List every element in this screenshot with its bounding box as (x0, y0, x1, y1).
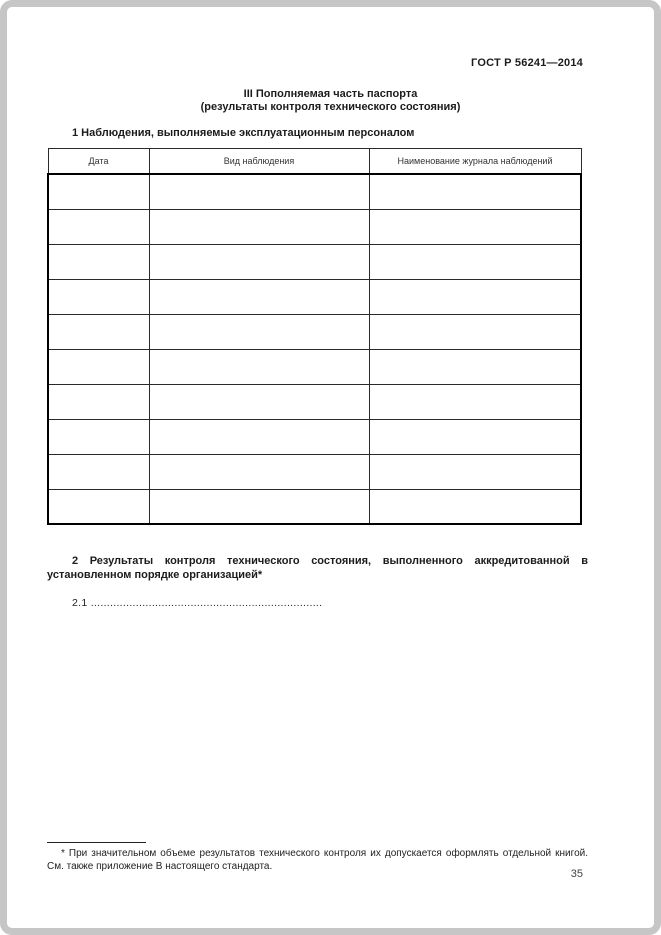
table-empty-cell (48, 419, 149, 454)
table-empty-cell (369, 209, 581, 244)
table-empty-cell (48, 209, 149, 244)
table-empty-cell (48, 349, 149, 384)
table-empty-cell (149, 244, 369, 279)
table-empty-cell (48, 174, 149, 209)
table-empty-row (48, 174, 581, 209)
table-empty-cell (369, 349, 581, 384)
table-empty-row (48, 419, 581, 454)
table-empty-cell (149, 349, 369, 384)
table-empty-cell (149, 384, 369, 419)
table-empty-cell (369, 314, 581, 349)
section-1-heading: 1 Наблюдения, выполняемые эксплуатационным персоналом (72, 127, 415, 139)
table-empty-cell (48, 489, 149, 524)
table-empty-cell (369, 419, 581, 454)
table-empty-cell (149, 209, 369, 244)
col-header-observation-type: Вид наблюдения (149, 149, 369, 175)
table-empty-cell (149, 279, 369, 314)
table-empty-cell (48, 454, 149, 489)
table-empty-cell (48, 314, 149, 349)
footnote-separator (47, 842, 146, 843)
table-empty-cell (369, 244, 581, 279)
table-empty-row (48, 384, 581, 419)
col-header-date: Дата (48, 149, 149, 175)
table-empty-cell (149, 174, 369, 209)
table-empty-cell (369, 489, 581, 524)
title-line-1: III Пополняемая часть паспорта (243, 88, 418, 100)
table-empty-cell (149, 419, 369, 454)
table-empty-cell (149, 314, 369, 349)
table-empty-cell (369, 174, 581, 209)
table-empty-cell (369, 279, 581, 314)
footnote (47, 842, 588, 873)
table-empty-cell (48, 279, 149, 314)
table-empty-cell (369, 384, 581, 419)
table-empty-row (48, 349, 581, 384)
item-2-1: 2.1 ........................................................................ (72, 597, 323, 609)
title-line-2: (результаты контроля технического состояния) (200, 101, 461, 113)
observations-table-body (48, 174, 581, 524)
table-empty-cell (149, 454, 369, 489)
table-empty-row (48, 209, 581, 244)
col-header-journal-name: Наименование журнала наблюдений (369, 149, 581, 175)
table-empty-cell (369, 454, 581, 489)
table-empty-row (48, 314, 581, 349)
table-empty-cell (149, 489, 369, 524)
table-header-row (48, 149, 581, 175)
page-title (0, 88, 661, 114)
document-code: ГОСТ Р 56241—2014 (471, 57, 583, 69)
table-empty-cell (48, 384, 149, 419)
section-2-heading: 2 Результаты контроля технического состояния, выполненного аккредитованной в установленном порядке организацией* (47, 555, 588, 581)
footnote-text: * При значительном объеме результатов технического контроля их допускается оформлять отдельной книгой. См. также приложение В настоящего стандарта. (47, 848, 588, 872)
table-empty-row (48, 279, 581, 314)
table-empty-row (48, 454, 581, 489)
table-empty-cell (48, 244, 149, 279)
page-number: 35 (570, 868, 583, 880)
table-empty-row (48, 244, 581, 279)
table-empty-row (48, 489, 581, 524)
observations-table (47, 148, 582, 525)
